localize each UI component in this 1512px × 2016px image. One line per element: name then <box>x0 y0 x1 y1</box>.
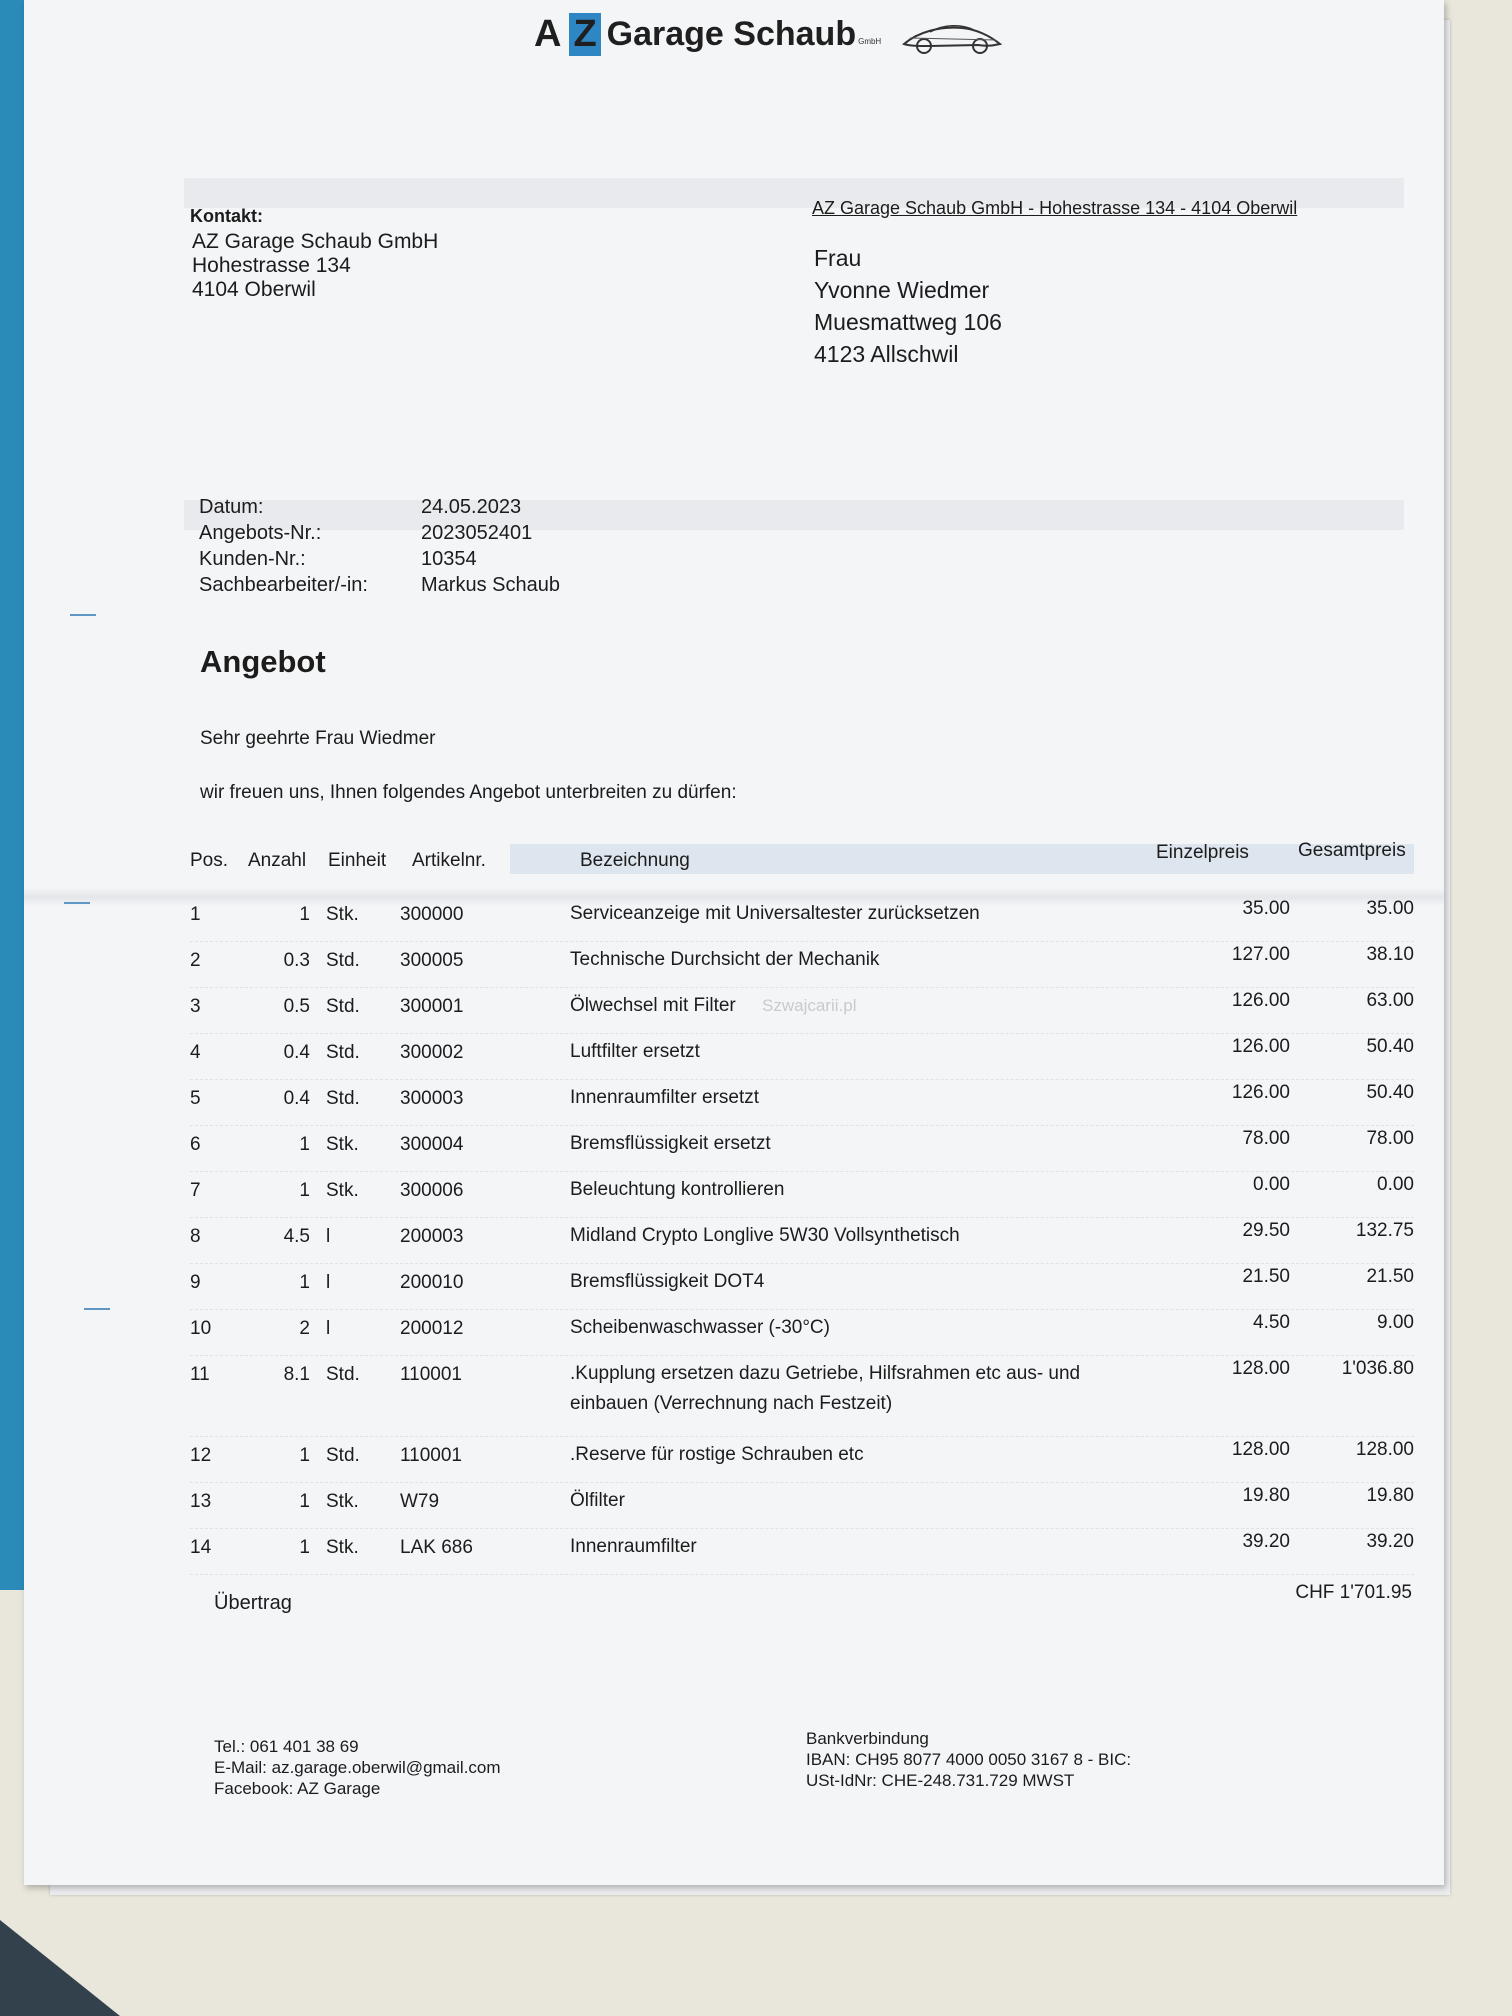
cell-gp: 1'036.80 <box>1341 1358 1414 1379</box>
col-unit: Einheit <box>328 850 387 871</box>
cell-gp: 78.00 <box>1366 1128 1414 1149</box>
cell-pos: 7 <box>190 1180 201 1201</box>
cell-gp: 35.00 <box>1366 898 1414 919</box>
cell-ep: 128.00 <box>1231 1439 1290 1460</box>
cell-ep: 0.00 <box>1253 1174 1290 1195</box>
line-items <box>190 896 1414 1575</box>
meta-row <box>199 572 560 598</box>
cell-gp: 9.00 <box>1377 1312 1414 1333</box>
cell-pos: 12 <box>190 1445 212 1466</box>
cell-ep: 19.80 <box>1242 1485 1290 1506</box>
footer-email: E-Mail: az.garage.oberwil@gmail.com <box>214 1758 501 1777</box>
recipient-line: 4123 Allschwil <box>814 341 959 367</box>
table-row <box>190 1483 1414 1529</box>
col-ep: Einzelpreis <box>1156 842 1249 863</box>
sports-car-icon <box>900 16 1004 60</box>
recipient-line: Yvonne Wiedmer <box>814 277 990 303</box>
contact-address <box>192 230 438 302</box>
cell-art: LAK 686 <box>400 1537 473 1558</box>
punch-mark <box>84 1308 110 1310</box>
cell-pos: 14 <box>190 1537 212 1558</box>
footer-iban: IBAN: CH95 8077 4000 0050 3167 8 - BIC: <box>806 1750 1132 1769</box>
intro-text: wir freuen uns, Ihnen folgendes Angebot unterbreiten zu dürfen: <box>200 782 737 803</box>
contact-label: Kontakt: <box>190 206 263 226</box>
cell-gp: 128.00 <box>1355 1439 1414 1460</box>
cell-gp: 39.20 <box>1366 1531 1414 1552</box>
table-row <box>190 1080 1414 1126</box>
meta-value: Markus Schaub <box>421 574 560 596</box>
cell-qty: 4.5 <box>283 1226 310 1247</box>
desk-corner <box>0 1920 120 2016</box>
meta-value: 2023052401 <box>421 522 533 544</box>
cell-qty: 8.1 <box>283 1364 310 1385</box>
cell-unit: Stk. <box>326 1537 359 1558</box>
logo-letter-a: A <box>534 12 562 55</box>
cell-pos: 5 <box>190 1088 201 1109</box>
cell-ep: 29.50 <box>1242 1220 1290 1241</box>
cell-gp: 63.00 <box>1366 990 1414 1011</box>
cell-qty: 1 <box>299 1491 310 1512</box>
meta-row <box>199 520 560 546</box>
cell-unit: l <box>326 1272 331 1293</box>
cell-qty: 1 <box>299 1180 310 1201</box>
col-art: Artikelnr. <box>412 850 486 871</box>
cell-qty: 0.5 <box>283 996 310 1017</box>
cell-pos: 9 <box>190 1272 201 1293</box>
cell-art: 300005 <box>400 950 464 971</box>
cell-gp: 38.10 <box>1366 944 1414 965</box>
cell-qty: 0.4 <box>283 1088 310 1109</box>
col-qty: Anzahl <box>248 850 307 871</box>
cell-qty: 1 <box>299 1272 310 1293</box>
cell-qty: 0.3 <box>283 950 310 971</box>
greeting: Sehr geehrte Frau Wiedmer <box>200 728 436 749</box>
cell-pos: 1 <box>190 904 201 925</box>
cell-unit: Std. <box>326 1364 360 1385</box>
cell-desc: .Kupplung ersetzen dazu Getriebe, Hilfsrahmen etc aus- und einbauen (Verrechnung nach Festzeit) <box>570 1363 1081 1414</box>
company-logo <box>534 10 881 58</box>
contact-line: AZ Garage Schaub GmbH <box>192 230 439 253</box>
logo-name: Garage Schaub <box>606 14 857 53</box>
cell-ep: 21.50 <box>1242 1266 1290 1287</box>
col-desc: Bezeichnung <box>580 850 690 871</box>
table-row <box>190 1437 1414 1483</box>
cell-unit: l <box>326 1226 331 1247</box>
cell-gp: 132.75 <box>1355 1220 1414 1241</box>
cell-ep: 127.00 <box>1231 944 1290 965</box>
cell-art: 300004 <box>400 1134 464 1155</box>
cell-qty: 2 <box>299 1318 310 1339</box>
footer-bank-label: Bankverbindung <box>806 1729 929 1748</box>
cell-desc: Scheibenwaschwasser (-30°C) <box>570 1317 830 1338</box>
carry-over-total: CHF 1'701.95 <box>1295 1582 1412 1603</box>
cell-unit: Std. <box>326 1445 360 1466</box>
cell-desc: Ölfilter <box>570 1490 625 1511</box>
footer-phone: Tel.: 061 401 38 69 <box>214 1737 359 1756</box>
table-row <box>190 1310 1414 1356</box>
cell-art: 110001 <box>400 1445 462 1466</box>
cell-art: 200003 <box>400 1226 464 1247</box>
quote-page <box>24 0 1444 1885</box>
cell-desc: Innenraumfilter ersetzt <box>570 1087 760 1108</box>
cell-unit: Std. <box>326 950 360 971</box>
cell-pos: 2 <box>190 950 201 971</box>
cell-ep: 126.00 <box>1231 990 1290 1011</box>
cell-desc: .Reserve für rostige Schrauben etc <box>570 1444 864 1465</box>
contact-line: Hohestrasse 134 <box>192 254 351 277</box>
col-gp: Gesamtpreis <box>1298 840 1406 861</box>
cell-desc: Midland Crypto Longlive 5W30 Vollsynthetisch <box>570 1225 960 1246</box>
cell-pos: 3 <box>190 996 201 1017</box>
cell-ep: 4.50 <box>1253 1312 1290 1333</box>
cell-unit: Stk. <box>326 904 359 925</box>
logo-gmbh: GmbH <box>858 37 882 46</box>
cell-desc: Luftfilter ersetzt <box>570 1041 700 1062</box>
cell-pos: 4 <box>190 1042 201 1063</box>
table-row <box>190 1172 1414 1218</box>
meta-row <box>199 546 560 572</box>
table-row <box>190 1529 1414 1575</box>
cell-desc: Bremsflüssigkeit ersetzt <box>570 1133 771 1154</box>
logo-letter-z: Z <box>569 13 600 56</box>
sender-line: AZ Garage Schaub GmbH - Hohestrasse 134 - 4104 Oberwil <box>812 198 1298 218</box>
recipient-address <box>814 242 1002 370</box>
cell-pos: 11 <box>190 1364 210 1385</box>
meta-row <box>199 494 560 520</box>
cell-desc: Bremsflüssigkeit DOT4 <box>570 1271 765 1292</box>
cell-unit: Std. <box>326 1042 360 1063</box>
cell-qty: 1 <box>299 1537 310 1558</box>
footer-contact <box>214 1736 501 1799</box>
cell-desc: Beleuchtung kontrollieren <box>570 1179 785 1200</box>
footer-facebook: Facebook: AZ Garage <box>214 1779 381 1798</box>
cell-art: 300000 <box>400 904 464 925</box>
meta-key: Datum: <box>199 496 264 518</box>
cell-ep: 39.20 <box>1242 1531 1290 1552</box>
cell-gp: 0.00 <box>1377 1174 1414 1195</box>
cell-ep: 126.00 <box>1231 1082 1290 1103</box>
document-title: Angebot <box>200 644 326 679</box>
cell-pos: 10 <box>190 1318 212 1339</box>
recipient-line: Frau <box>814 245 862 271</box>
cell-gp: 50.40 <box>1366 1036 1414 1057</box>
table-row <box>190 896 1414 942</box>
cell-pos: 8 <box>190 1226 201 1247</box>
cell-gp: 50.40 <box>1366 1082 1414 1103</box>
cell-art: 300001 <box>400 996 464 1017</box>
recipient-line: Muesmattweg 106 <box>814 309 1002 335</box>
cell-desc: Innenraumfilter <box>570 1536 697 1557</box>
cell-desc: Technische Durchsicht der Mechanik <box>570 949 880 970</box>
meta-value: 10354 <box>421 548 477 570</box>
cell-ep: 78.00 <box>1242 1128 1290 1149</box>
cell-ep: 126.00 <box>1231 1036 1290 1057</box>
cell-art: 300002 <box>400 1042 464 1063</box>
table-row <box>190 988 1414 1034</box>
table-row <box>190 1218 1414 1264</box>
table-row <box>190 1034 1414 1080</box>
table-row <box>190 1126 1414 1172</box>
watermark: Szwajcarii.pl <box>762 996 857 1015</box>
cell-desc: Serviceanzeige mit Universaltester zurücksetzen <box>570 903 980 924</box>
cell-qty: 1 <box>299 1445 310 1466</box>
cell-ep: 128.00 <box>1231 1358 1290 1379</box>
table-row <box>190 1264 1414 1310</box>
meta-value: 24.05.2023 <box>421 496 522 518</box>
cell-unit: Std. <box>326 996 360 1017</box>
cell-art: 110001 <box>400 1364 462 1385</box>
punch-mark <box>64 902 90 904</box>
cell-gp: 19.80 <box>1366 1485 1414 1506</box>
cell-unit: Stk. <box>326 1491 359 1512</box>
cell-art: 300003 <box>400 1088 464 1109</box>
meta-key: Sachbearbeiter/-in: <box>199 574 368 596</box>
cell-ep: 35.00 <box>1242 898 1290 919</box>
cell-unit: Std. <box>326 1088 360 1109</box>
cell-pos: 13 <box>190 1491 212 1512</box>
cell-art: 200010 <box>400 1272 464 1293</box>
meta-key: Angebots-Nr.: <box>199 522 322 544</box>
table-row <box>190 1356 1414 1437</box>
contact-line: 4104 Oberwil <box>192 278 316 301</box>
cell-art: 200012 <box>400 1318 464 1339</box>
cell-unit: l <box>326 1318 331 1339</box>
cell-desc: Ölwechsel mit Filter <box>570 995 736 1016</box>
meta-key: Kunden-Nr.: <box>199 548 306 570</box>
cell-art: 300006 <box>400 1180 464 1201</box>
cell-gp: 21.50 <box>1366 1266 1414 1287</box>
footer-bank <box>806 1728 1131 1791</box>
cell-qty: 0.4 <box>283 1042 310 1063</box>
cell-pos: 6 <box>190 1134 201 1155</box>
punch-mark <box>70 614 96 616</box>
table-header <box>190 838 1414 882</box>
cell-art: W79 <box>400 1491 440 1512</box>
table-row <box>190 942 1414 988</box>
cell-qty: 1 <box>299 904 310 925</box>
quote-meta <box>199 494 560 598</box>
footer-vat: USt-IdNr: CHE-248.731.729 MWST <box>806 1771 1075 1790</box>
cell-qty: 1 <box>299 1134 310 1155</box>
carry-over-label: Übertrag <box>214 1592 292 1614</box>
cell-unit: Stk. <box>326 1180 359 1201</box>
cell-unit: Stk. <box>326 1134 359 1155</box>
col-pos: Pos. <box>190 850 229 871</box>
